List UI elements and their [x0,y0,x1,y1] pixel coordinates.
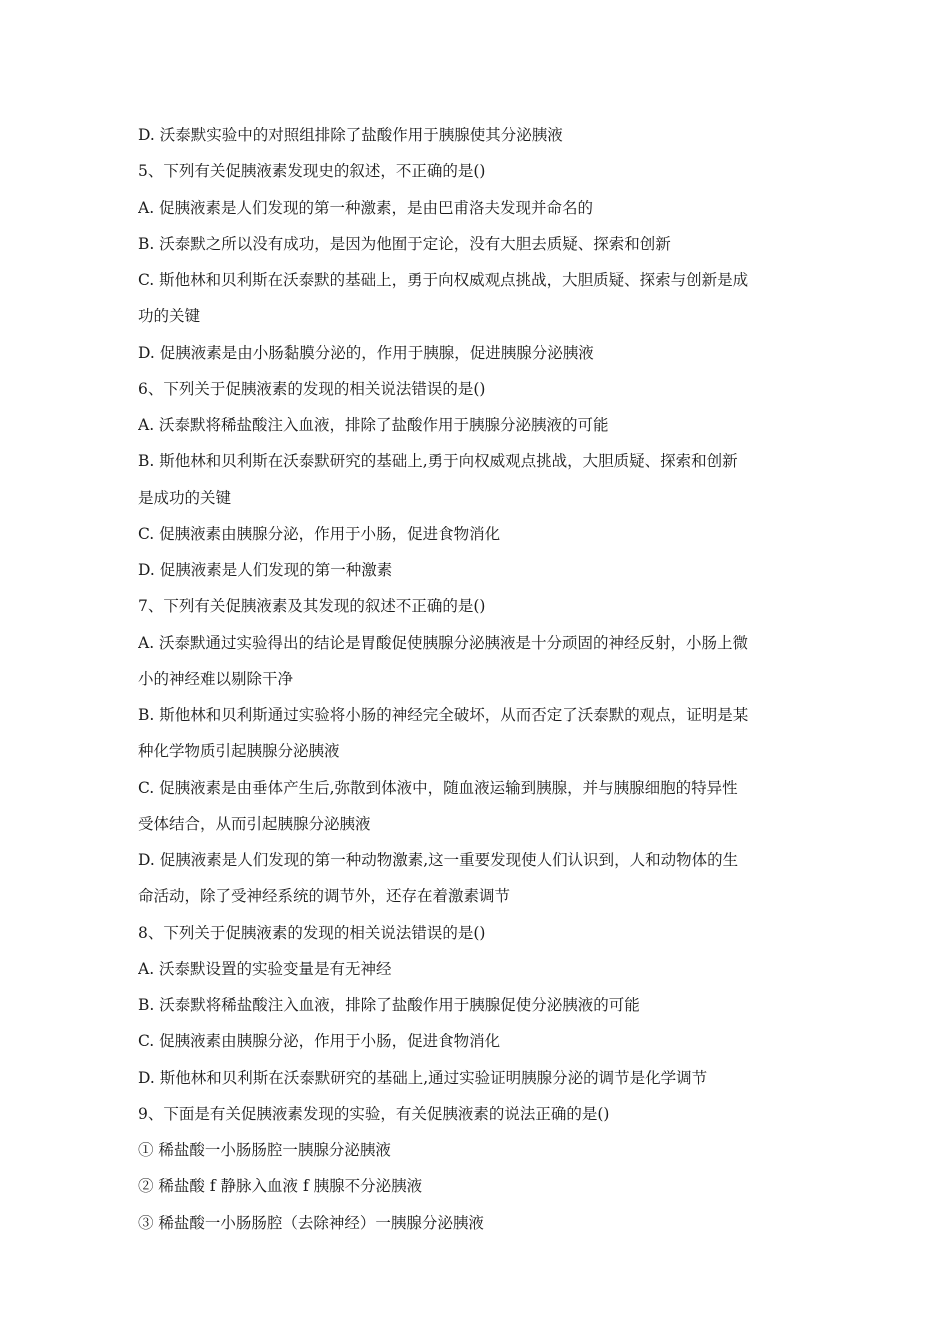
question-7-option-a-cont: 小的神经难以剔除干净 [138,669,294,688]
question-9-step-2: ② 稀盐酸 f 静脉入血液 f 胰腺不分泌胰液 [138,1177,423,1196]
question-7-option-b: B. 斯他林和贝利斯通过实验将小肠的神经完全破坏，从而否定了沃泰默的观点，证明是某 [138,706,749,724]
question-7-stem: 7、下列有关促胰液素及其发现的叙述不正确的是() [138,597,486,616]
question-7-option-c-cont: 受体结合，从而引起胰腺分泌胰液 [138,814,371,833]
document-body [138,117,828,1241]
question-6-option-b: B. 斯他林和贝利斯在沃泰默研究的基础上,勇于向权威观点挑战，大胆质疑、探索和创新 [138,452,738,471]
question-6-option-a: A. 沃泰默将稀盐酸注入血液，排除了盐酸作用于胰腺分泌胰液的可能 [138,416,609,434]
question-9-step-3: ③ 稀盐酸一小肠肠腔（去除神经）一胰腺分泌胰液 [138,1213,484,1232]
question-8-option-c: C. 促胰液素由胰腺分泌，作用于小肠，促进食物消化 [138,1032,501,1051]
question-8-option-a: A. 沃泰默设置的实验变量是有无神经 [138,959,392,978]
question-5-option-d: D. 促胰液素是由小肠黏膜分泌的，作用于胰腺，促进胰腺分泌胰液 [138,343,594,362]
question-8-option-b: B. 沃泰默将稀盐酸注入血液，排除了盐酸作用于胰腺促使分泌胰液的可能 [138,996,640,1014]
question-5-stem: 5、下列有关促胰液素发现史的叙述，不正确的是() [138,162,486,181]
question-6-option-c: C. 促胰液素由胰腺分泌，作用于小肠，促进食物消化 [138,524,501,543]
question-7-option-b-cont: 种化学物质引起胰腺分泌胰液 [138,742,340,761]
option-d-q4: D. 沃泰默实验中的对照组排除了盐酸作用于胰腺使其分泌胰液 [138,126,563,144]
question-6-option-d: D. 促胰液素是人们发现的第一种激素 [138,561,393,579]
question-5-option-c: C. 斯他林和贝利斯在沃泰默的基础上，勇于向权威观点挑战，大胆质疑、探索与创新是成 [138,271,749,289]
question-8-option-d: D. 斯他林和贝利斯在沃泰默研究的基础上,通过实验证明胰腺分泌的调节是化学调节 [138,1068,708,1087]
question-9-step-1: ① 稀盐酸一小肠肠腔一胰腺分泌胰液 [138,1141,391,1159]
question-7-option-d: D. 促胰液素是人们发现的第一种动物激素,这一重要发现使人们认识到，人和动物体的生 [138,851,739,869]
question-9-stem: 9、下面是有关促胰液素发现的实验，有关促胰液素的说法正确的是() [138,1104,610,1123]
question-6-stem: 6、下列关于促胰液素的发现的相关说法错误的是() [138,379,486,398]
question-5-option-c-cont: 功的关键 [138,307,201,326]
question-7-option-c: C. 促胰液素是由垂体产生后,弥散到体液中，随血液运输到胰腺，并与胰腺细胞的特异性 [138,778,738,797]
question-5-option-b: B. 沃泰默之所以没有成功，是因为他囿于定论，没有大胆去质疑、探索和创新 [138,234,671,253]
question-8-stem: 8、下列关于促胰液素的发现的相关说法错误的是() [138,923,486,942]
question-7-option-a: A. 沃泰默通过实验得出的结论是胃酸促使胰腺分泌胰液是十分顽固的神经反射，小肠上微 [138,633,749,652]
question-7-option-d-cont: 命活动，除了受神经系统的调节外，还存在着激素调节 [138,887,511,906]
question-6-option-b-cont: 是成功的关键 [138,488,232,507]
question-5-option-a: A. 促胰液素是人们发现的第一种激素，是由巴甫洛夫发现并命名的 [138,198,594,217]
